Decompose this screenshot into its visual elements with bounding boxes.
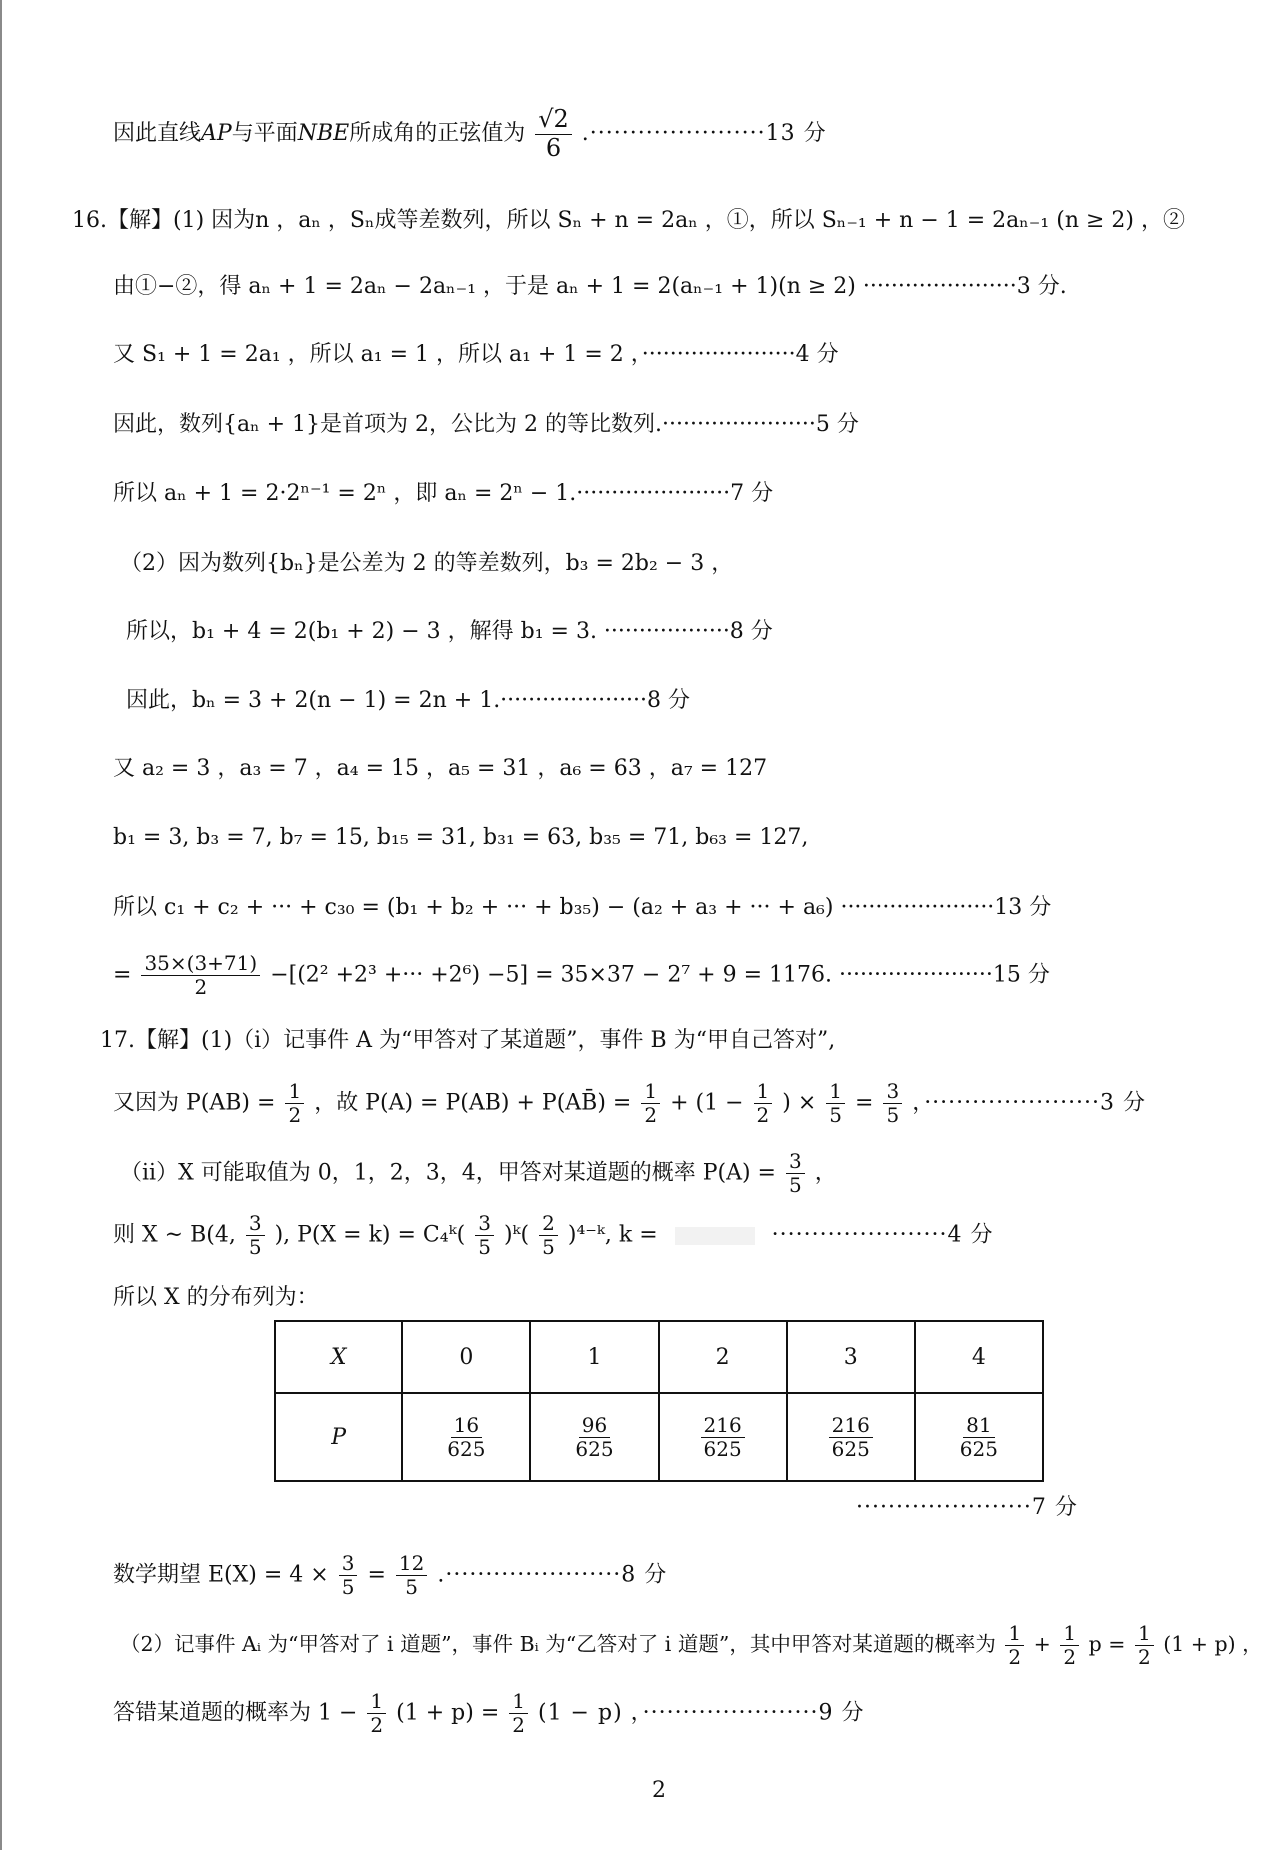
line-ap: AP — [201, 121, 232, 147]
text: ) × — [782, 1090, 817, 1116]
denominator: 2 — [1137, 1645, 1151, 1669]
table-cell — [659, 1393, 787, 1481]
text: −[(2² +2³ +··· +2⁶) −5] = 35×37 − 2⁷ + 9 = 1176. ······················15 分 — [270, 962, 1050, 988]
denominator: 5 — [788, 1173, 802, 1197]
x-values-line — [120, 1150, 837, 1197]
text: ， — [814, 1160, 837, 1186]
text: (1 + p) ， — [1163, 1632, 1263, 1656]
text: 则 X ~ B(4, — [113, 1222, 236, 1248]
initial-term-line: 又 S₁ + 1 = 2a₁ ，所以 a₁ = 1 ，所以 a₁ + 1 = 2 ，······················4 分 — [113, 342, 839, 367]
denominator: 2 — [644, 1103, 658, 1127]
denominator: 2 — [1008, 1645, 1022, 1669]
page-edge — [0, 0, 2, 1850]
table-row — [275, 1321, 1043, 1393]
table-header-cell: X — [275, 1321, 402, 1393]
denominator: 5 — [248, 1235, 262, 1259]
part2-intro-line: （2）因为数列{bₙ}是公差为 2 的等差数列，b₃ = 2b₂ − 3 ， — [120, 551, 734, 576]
text: (1 + p) = — [396, 1700, 500, 1726]
table-cell — [787, 1393, 915, 1481]
general-term-line: 所以 aₙ + 1 = 2·2ⁿ⁻¹ = 2ⁿ ，即 aₙ = 2ⁿ − 1.······················7 分 — [113, 481, 774, 506]
numerator: 1 — [1060, 1622, 1079, 1646]
table-header-cell: 2 — [659, 1321, 787, 1393]
distribution-label: 所以 X 的分布列为： — [113, 1285, 319, 1310]
fraction — [1005, 1622, 1024, 1669]
text: 数学期望 E(X) = 4 × — [113, 1562, 329, 1588]
geometric-sequence-line: 因此，数列{aₙ + 1}是首项为 2，公比为 2 的等比数列.······················5 分 — [113, 412, 859, 437]
text: = — [113, 962, 132, 988]
numerator: 3 — [475, 1212, 494, 1236]
score-marker: ······················7 分 — [856, 1495, 1078, 1520]
page-number: 2 — [652, 1778, 666, 1803]
denominator: 5 — [341, 1575, 355, 1599]
text: p = — [1088, 1632, 1126, 1656]
numerator: 3 — [339, 1552, 358, 1576]
denominator: 5 — [405, 1575, 418, 1599]
denominator: 2 — [512, 1713, 525, 1737]
problem-17-header: 17.【解】(1)（i）记事件 A 为“甲答对了某道题”，事件 B 为“甲自己答对”, — [100, 1028, 836, 1053]
fraction — [285, 1080, 304, 1127]
fraction: $\frac{81}{625}$ — [959, 1412, 998, 1461]
table-header-cell: 0 — [402, 1321, 530, 1393]
denominator: 5 — [542, 1235, 555, 1259]
table-cell — [402, 1393, 530, 1481]
fraction — [339, 1552, 358, 1599]
score-marker: ，······················3 分 — [912, 1090, 1147, 1116]
fraction — [1135, 1622, 1154, 1669]
denominator: 5 — [478, 1235, 491, 1259]
text: ，故 P(A) = P(AB) + P(AB̄) = — [314, 1090, 632, 1116]
numerator: 1 — [826, 1080, 845, 1104]
fraction — [396, 1552, 427, 1599]
fraction — [1060, 1622, 1079, 1669]
text: ), P(X = k) = C₄ᵏ( — [274, 1222, 466, 1248]
table-header-cell: 3 — [787, 1321, 915, 1393]
fraction — [883, 1080, 902, 1127]
numerator: 35×(3+71) — [141, 952, 260, 976]
fraction — [754, 1080, 773, 1127]
numerator: 1 — [285, 1080, 304, 1104]
fraction-sqrt2-over-6 — [535, 106, 572, 162]
text: )ᵏ( — [503, 1222, 530, 1248]
numerator: 1 — [754, 1080, 773, 1104]
bn-formula-line: 因此，bₙ = 3 + 2(n − 1) = 2n + 1.·····················8 分 — [126, 688, 691, 713]
numerator: 1 — [509, 1690, 528, 1714]
score-marker: (1 − p) ，······················9 分 — [537, 1700, 865, 1726]
wrong-prob-line — [113, 1690, 864, 1737]
numerator: 1 — [367, 1690, 386, 1714]
solve-b1-line: 所以，b₁ + 4 = 2(b₁ + 2) − 3 ，解得 b₁ = 3. ··················8 分 — [126, 619, 773, 644]
text: 因此直线 — [113, 121, 202, 147]
fraction — [539, 1212, 558, 1259]
denominator: 6 — [545, 133, 562, 162]
fraction — [509, 1690, 528, 1737]
text: )⁴⁻ᵏ, k = — [567, 1222, 658, 1248]
fraction — [475, 1212, 494, 1259]
sum-result-line — [113, 952, 1050, 999]
text: （ii）X 可能取值为 0，1，2，3，4，甲答对某道题的概率 P(A) = — [120, 1160, 776, 1186]
a-values-line: 又 a₂ = 3 ，a₃ = 7 ，a₄ = 15 ，a₅ = 31 ，a₆ = 63 ，a₇ = 127 — [113, 756, 768, 781]
score-marker: .······················13 分 — [581, 121, 827, 147]
expectation-line — [113, 1552, 667, 1599]
plane-nbe: NBE — [297, 121, 350, 147]
fraction: $\frac{96}{625}$ — [575, 1412, 614, 1461]
fraction: $\frac{216}{625}$ — [701, 1414, 745, 1461]
numerator: 2 — [539, 1212, 558, 1236]
distribution-table — [274, 1320, 1044, 1482]
fraction: $\frac{216}{625}$ — [829, 1414, 873, 1461]
numerator: 1 — [641, 1080, 660, 1104]
text: = — [367, 1562, 386, 1588]
denominator: 5 — [886, 1103, 900, 1127]
table-cell — [530, 1393, 658, 1481]
fraction — [367, 1690, 386, 1737]
numerator: 12 — [396, 1552, 427, 1576]
fraction — [246, 1212, 265, 1259]
fraction-sum — [141, 952, 260, 999]
solution-15-conclusion — [113, 106, 827, 162]
numerator: √2 — [535, 106, 572, 135]
table-row — [275, 1393, 1043, 1481]
derivation-line: 由①−②，得 aₙ + 1 = 2aₙ − 2aₙ₋₁ ，于是 aₙ + 1 = 2(aₙ₋₁ + 1)(n ≥ 2) ······················3 分. — [113, 274, 1067, 299]
denominator: 2 — [194, 975, 208, 999]
problem-16-header: 16.【解】(1) 因为n ，aₙ ，Sₙ成等差数列，所以 Sₙ + n = 2aₙ ，①，所以 Sₙ₋₁ + n − 1 = 2aₙ₋₁ (n ≥ 2) ，② — [72, 208, 1185, 233]
table-cell — [915, 1393, 1043, 1481]
score-marker: .······················8 分 — [437, 1562, 668, 1588]
fraction: $\frac{16}{625}$ — [447, 1412, 486, 1461]
score-marker: ······················4 分 — [771, 1222, 994, 1248]
blank-area — [675, 1227, 755, 1245]
table-cell: P — [275, 1393, 402, 1481]
fraction — [786, 1150, 805, 1197]
denominator: 5 — [829, 1103, 843, 1127]
prob-a-line — [113, 1080, 1146, 1127]
b-values-line: b₁ = 3, b₃ = 7, b₇ = 15, b₁₅ = 31, b₃₁ = 63, b₃₅ = 71, b₆₃ = 127, — [113, 825, 809, 850]
table-header-cell: 1 — [530, 1321, 658, 1393]
text: 又因为 P(AB) = — [113, 1090, 276, 1116]
numerator: 1 — [1135, 1622, 1154, 1646]
text: + (1 − — [670, 1090, 744, 1116]
part2-events-line — [120, 1622, 1263, 1669]
numerator: 3 — [246, 1212, 265, 1236]
text: = — [855, 1090, 874, 1116]
text: + — [1033, 1632, 1051, 1656]
table-header-cell: 4 — [915, 1321, 1043, 1393]
numerator: 1 — [1005, 1622, 1024, 1646]
numerator: 3 — [786, 1150, 805, 1174]
text: （2）记事件 Aᵢ 为“甲答对了 i 道题”，事件 Bᵢ 为“乙答对了 i 道题”，其中甲答对某道题的概率为 — [120, 1632, 996, 1656]
fraction — [826, 1080, 845, 1127]
denominator: 2 — [756, 1103, 770, 1127]
denominator: 2 — [288, 1103, 302, 1127]
fraction — [641, 1080, 660, 1127]
denominator: 2 — [370, 1713, 384, 1737]
sum-split-line: 所以 c₁ + c₂ + ··· + c₃₀ = (b₁ + b₂ + ··· + b₃₅) − (a₂ + a₃ + ··· + a₆) ······················13 分 — [113, 895, 1052, 920]
numerator: 3 — [883, 1080, 902, 1104]
text: 与平面 — [231, 121, 298, 147]
denominator: 2 — [1063, 1645, 1077, 1669]
text: 答错某道题的概率为 1 − — [113, 1700, 358, 1726]
text: 所成角的正弦值为 — [349, 121, 526, 147]
binomial-line — [113, 1212, 994, 1259]
